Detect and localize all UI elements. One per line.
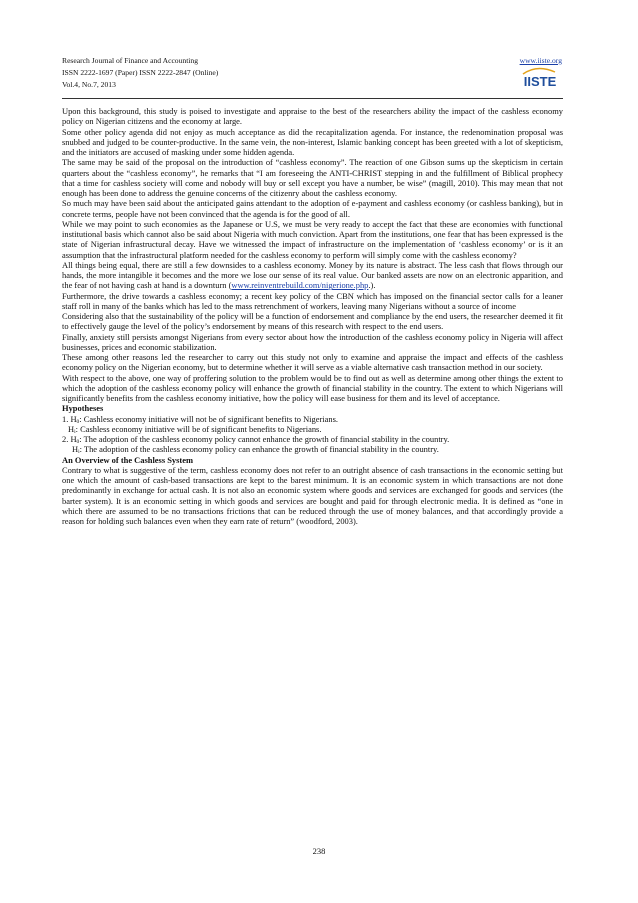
journal-title: Research Journal of Finance and Accounting: [62, 56, 199, 65]
issn-line: ISSN 2222-1697 (Paper) ISSN 2222-2847 (Online): [62, 68, 219, 77]
paragraph: Furthermore, the drive towards a cashless economy; a recent key policy of the CBN which has imposed on the financial sector calls for a leaner staff roll in many of the banks which has led to the mass retrenchment of workers, leaving many Nigerians without a source of income: [62, 290, 563, 311]
overview-heading: An Overview of the Cashless System: [62, 454, 194, 465]
website-link[interactable]: www.iiste.org: [519, 56, 562, 65]
paragraph: These among other reasons led the researcher to carry out this study not only to examine and appraise the impact and effects of the cashless economy policy on the Nigerian economy, but to determine whether it will serve as a viable alternative cash transaction method in our society.: [62, 352, 563, 373]
iiste-logo: [517, 66, 563, 90]
paragraph: Finally, anxiety still persists amongst Nigerians from every sector about how the introduction of the cashless economy policy in Nigeria will affect businesses, prices and economic stabilization.: [62, 331, 563, 352]
paragraph: Contrary to what is suggestive of the term, cashless economy does not refer to an outright absence of cash transactions in the economic setting but one which the amount of cash-based transactions are kept to the barest minimum. It is an economic system in which transactions are not done predominantly in exchange for actual cash. It is not also an economic system where goods and services are exchanged for goods and services (the barter system). It is an economic setting in which goods and services are bought and paid for through electronic media. It is defined as “one in which there are assumed to be no transactions frictions that can be reduced through the use of money balances, and that accordingly provide a reason for holding such balances even when they earn rate of return” (woodford, 2003).: [62, 464, 563, 526]
svg-text:IISTE: IISTE: [523, 74, 557, 89]
paragraph: While we may point to such economies as the Japanese or U.S, we must be very ready to accept the fact that these are economies with functional institutional basis which cannot also be said about Nigeria with much conviction. Apart from the institutions, one fear that has been expressed is the state of Nigerian infrastructural decay. Have we witnessed the impact of infrastructure on the implementation of ‘cashless economy’ or is it an assumption that the infrastructural platform needed for the cashless economy to perform will simply come with the cashless economy?: [62, 218, 563, 260]
hypotheses-heading: Hypotheses: [62, 403, 104, 414]
paragraph: With respect to the above, one way of proffering solution to the problem would be to find out as well as determine among other things the extent to which the adoption of the cashless economy policy will enhance the growth of financial stability in the country. The extent to which Nigerians will significantly benefits from the cashless economy initiative, how the policy will ease business for them and its level of acceptance.: [62, 372, 563, 403]
paragraph: Some other policy agenda did not enjoy as much acceptance as did the recapitalization agenda. For instance, the redenomination proposal was snubbed and judged to be counter-productive. In the same vein, the non-interest, Islamic banking concept has been greeted with a lot of skepticism, and the initiators are accused of masking under some hidden agenda.: [62, 126, 563, 157]
header-rule: [62, 98, 563, 99]
volume-line: Vol.4, No.7, 2013: [62, 80, 116, 89]
article-body: [62, 106, 563, 526]
page-number: 238: [312, 846, 326, 856]
paragraph: Considering also that the sustainability of the policy will be a function of endorsement and compliance by the end users, the researcher deemed it fit to effectively gauge the level of the policy’s endorsement by means of this research with respect to the end users.: [62, 311, 563, 332]
paragraph: So much may have been said about the anticipated gains attendant to the adoption of e-payment and cashless economy (or cashless banking), but in concrete terms, people have not been convinced that the agenda is for the good of all.: [62, 198, 563, 219]
reinventrebuild-link[interactable]: www.reinventrebuild.com/nigerione.php: [231, 280, 369, 291]
hypothesis-2-alt: $H_i$: The adoption of the cashless economy policy can enhance the growth of financial stability in the country.: [72, 444, 439, 456]
hypothesis-1-null: 1. $H_0$: Cashless economy initiative will not be of significant benefits to Nigerians.: [62, 413, 338, 425]
paragraph: The same may be said of the proposal on the introduction of “cashless economy”. The reaction of one Gibson sums up the skepticism in certain quarters about the “cashless economy”, he remarks that “I am foreseeing the ANTI-CHRIST stepping in and the fulfillment of Biblical prophecy that a time for cashless society will come and nobody will buy or sell except you have a number, be wise” (magill, 2010). This may mean that not enough has been done to address the genuine concerns of the citizenry about the cashless economy.: [62, 157, 563, 198]
hypothesis-2-null: 2. $H_0$: The adoption of the cashless economy policy cannot enhance the growth of financial stability in the country.: [62, 434, 450, 445]
paragraph: Upon this background, this study is poised to investigate and appraise to the best of the researchers ability the impact of the cashless economy policy on Nigerian citizens and the economy at large.: [62, 106, 563, 127]
hypothesis-1-alt: $H_i$: Cashless economy initiative will be of significant benefits to Nigerians.: [68, 423, 322, 435]
journal-header: [62, 55, 562, 91]
paragraph: All things being equal, there are still a few downsides to a cashless economy. Money by its nature is abstract. The less cash that flows through our hands, the more intangible it becomes and the more we lose our sense of its real value. Our banked assets are now on an electronic apparition, and the fear of not having cash at hand is a downturn (www.reinventrebuild.com/nigerione.php.).: [62, 259, 563, 291]
